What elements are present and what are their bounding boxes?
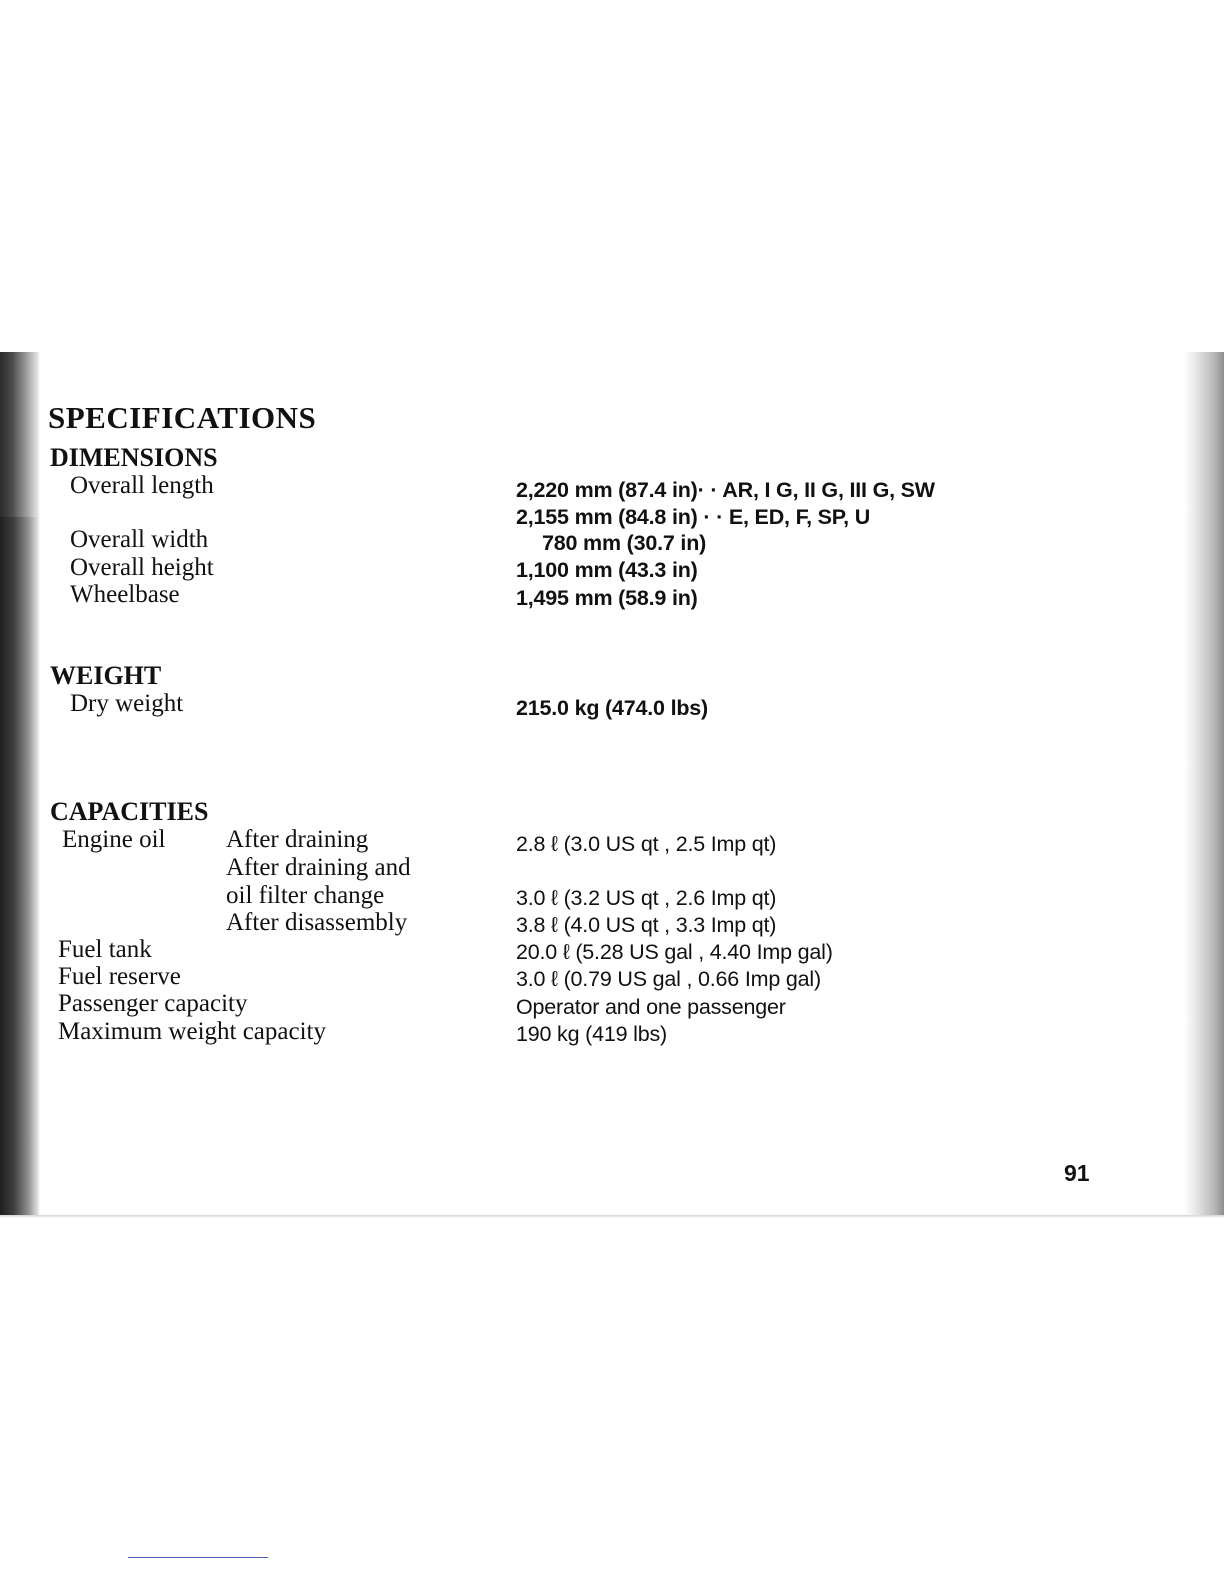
spec-value-maximum-weight-capacity: 190 kg (419 lbs): [516, 1022, 667, 1046]
spec-value-overall-length-alt: 2,155 mm (84.8 in) · · E, ED, F, SP, U: [516, 505, 871, 529]
spec-label-overall-width: Overall width: [70, 526, 209, 553]
spec-value-passenger-capacity: Operator and one passenger: [516, 995, 786, 1019]
spec-value-overall-height: 1,100 mm (43.3 in): [516, 558, 698, 582]
spec-value-dry-weight: 215.0 kg (474.0 lbs): [516, 696, 708, 720]
section-heading-dimensions: DIMENSIONS: [50, 443, 218, 472]
spec-value-after-draining: 2.8 ℓ (3.0 US qt , 2.5 Imp qt): [516, 832, 777, 856]
spec-value-fuel-tank: 20.0 ℓ (5.28 US gal , 4.40 Imp gal): [516, 940, 833, 964]
binding-shadow-left: [0, 352, 40, 517]
spec-label-wheelbase: Wheelbase: [70, 581, 180, 608]
page-bottom-edge: [0, 1215, 1224, 1218]
spec-sublabel-after-draining-and: After draining and: [226, 854, 411, 881]
spec-sublabel-after-disassembly: After disassembly: [226, 909, 408, 936]
spec-value-wheelbase: 1,495 mm (58.9 in): [516, 586, 698, 610]
spec-sublabel-oil-filter-change: oil filter change: [226, 882, 385, 909]
spec-label-overall-length: Overall length: [70, 472, 214, 499]
binding-shadow-left-lower: [0, 517, 40, 1217]
spec-label-fuel-reserve: Fuel reserve: [58, 963, 181, 990]
section-heading-capacities: CAPACITIES: [50, 797, 209, 826]
page-number: 91: [1064, 1160, 1090, 1186]
section-heading-weight: WEIGHT: [50, 661, 162, 690]
spec-value-oil-filter-change: 3.0 ℓ (3.2 US qt , 2.6 Imp qt): [516, 886, 777, 910]
page-title: SPECIFICATIONS: [48, 400, 317, 435]
spec-label-engine-oil: Engine oil: [62, 826, 166, 853]
spec-sublabel-after-draining: After draining: [226, 826, 369, 853]
spec-label-dry-weight: Dry weight: [70, 690, 184, 717]
spec-value-after-disassembly: 3.8 ℓ (4.0 US qt , 3.3 Imp qt): [516, 913, 777, 937]
spec-value-overall-width: 780 mm (30.7 in): [542, 531, 707, 555]
footer-rule: [128, 1557, 268, 1558]
spec-label-passenger-capacity: Passenger capacity: [58, 990, 248, 1017]
spec-label-overall-height: Overall height: [70, 554, 214, 581]
spec-value-fuel-reserve: 3.0 ℓ (0.79 US gal , 0.66 Imp gal): [516, 967, 821, 991]
spec-label-maximum-weight-capacity: Maximum weight capacity: [58, 1018, 326, 1045]
spec-value-overall-length: 2,220 mm (87.4 in)· · AR, I G, II G, III G, SW: [516, 478, 935, 502]
binding-shadow-right: [1184, 352, 1224, 1217]
spec-label-fuel-tank: Fuel tank: [58, 936, 152, 963]
